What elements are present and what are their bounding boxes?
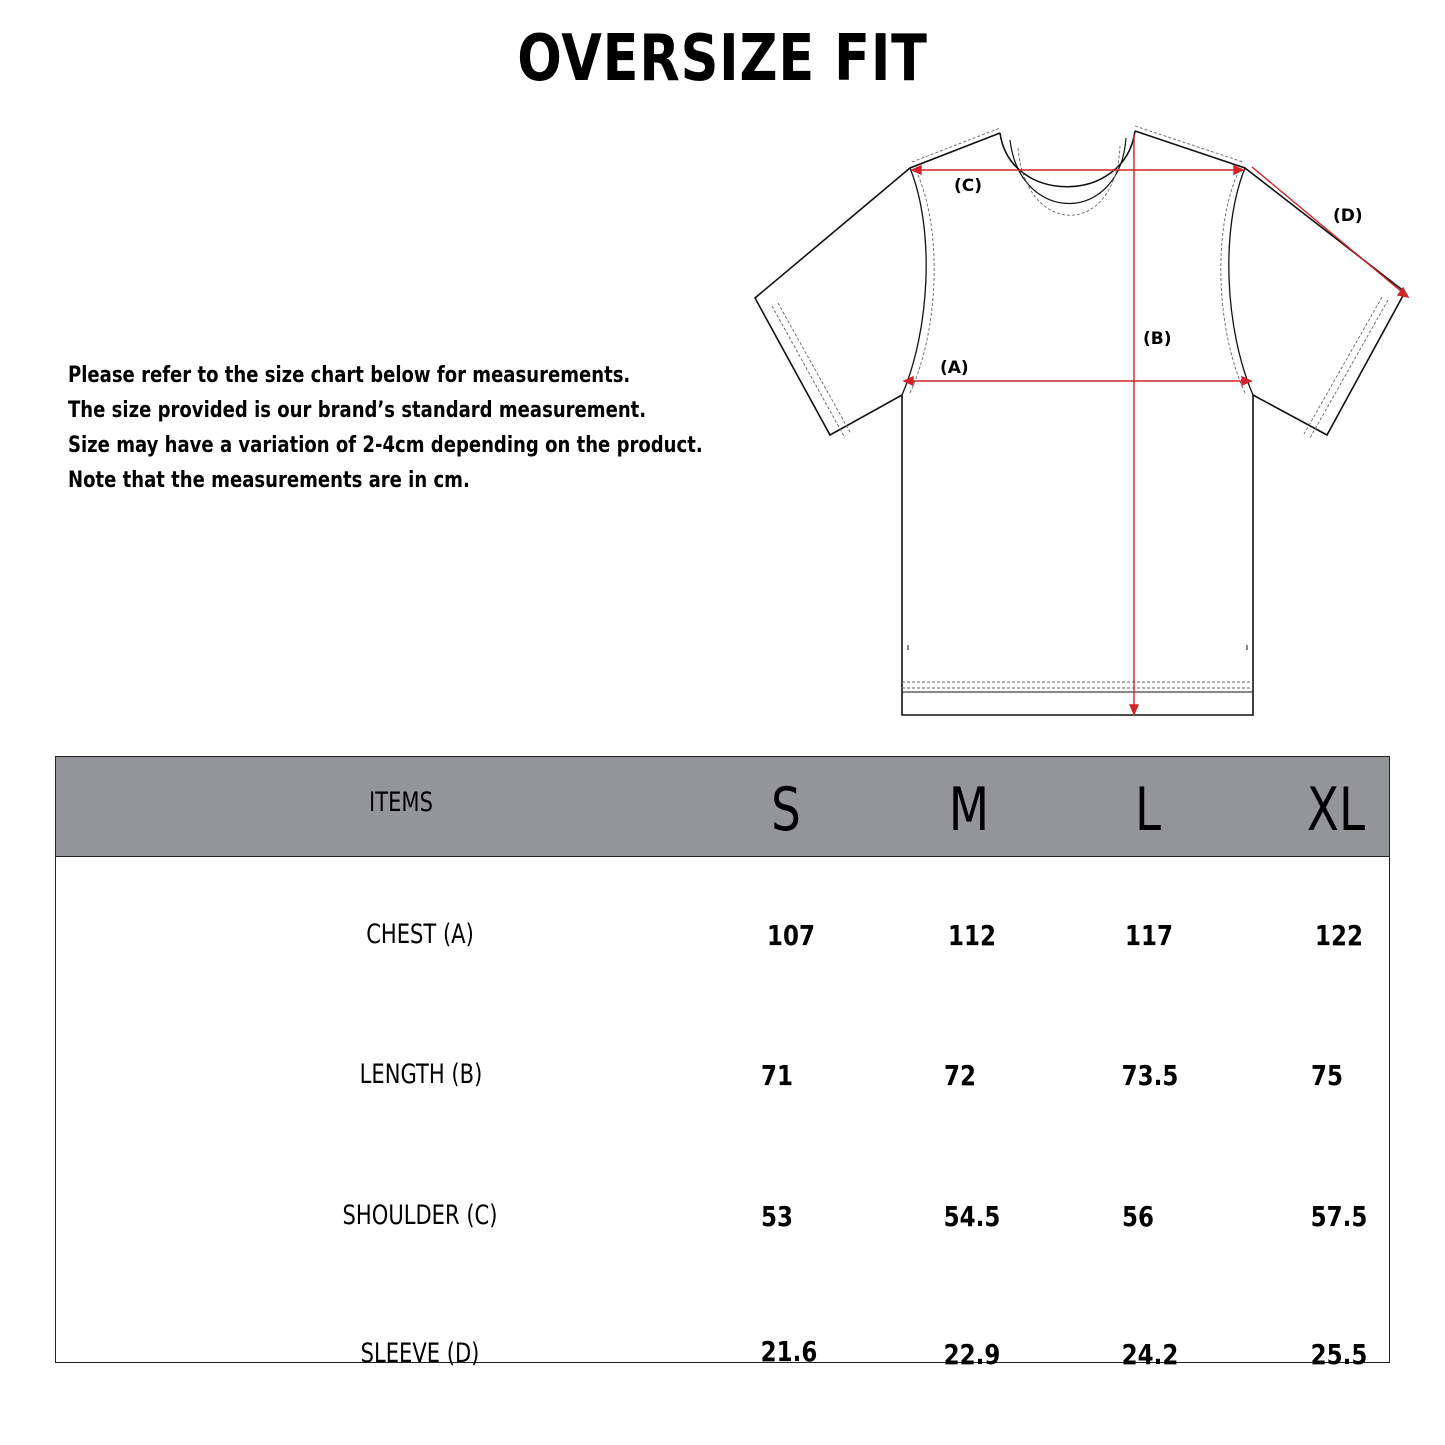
note-line: Note that the measurements are in cm.: [68, 468, 470, 493]
row-label-sleeve: SLEEVE (D): [360, 1338, 480, 1369]
row-label-shoulder: SHOULDER (C): [342, 1200, 498, 1231]
tshirt-outline: [755, 131, 1405, 715]
value-shoulder-xl: 57.5: [1310, 1200, 1368, 1233]
value-shoulder-s: 53: [761, 1200, 793, 1233]
value-chest-l: 117: [1125, 919, 1173, 952]
note-line: The size provided is our brand’s standard measurement.: [68, 398, 647, 423]
value-sleeve-xl: 25.5: [1310, 1338, 1368, 1371]
header-size-xl: XL: [1306, 775, 1366, 845]
row-label-length: LENGTH (B): [359, 1059, 483, 1090]
value-sleeve-m: 22.9: [943, 1338, 1001, 1371]
tshirt-left-armhole: [902, 168, 926, 395]
note-line: Size may have a variation of 2-4cm depending on the product.: [68, 433, 703, 458]
value-length-l: 73.5: [1121, 1059, 1179, 1092]
tshirt-diagram: [740, 120, 1445, 730]
size-notes: [68, 358, 768, 498]
size-chart-table: [55, 756, 1390, 1371]
table-header: [56, 757, 1389, 857]
label-b: (B): [1143, 329, 1172, 349]
value-chest-s: 107: [767, 919, 815, 952]
value-shoulder-l: 56: [1122, 1200, 1154, 1233]
label-d: (D): [1333, 206, 1363, 226]
page-title: OVERSIZE FIT: [517, 22, 928, 96]
header-size-m: M: [948, 775, 990, 845]
value-shoulder-m: 54.5: [943, 1200, 1001, 1233]
label-a: (A): [940, 358, 969, 378]
value-sleeve-l: 24.2: [1121, 1338, 1179, 1371]
value-sleeve-s: 21.6: [760, 1335, 818, 1368]
header-items-label: ITEMS: [369, 787, 433, 818]
sleeve-measure-line: [1252, 167, 1408, 297]
value-chest-xl: 122: [1315, 919, 1363, 952]
row-label-chest: CHEST (A): [366, 919, 474, 950]
value-length-m: 72: [944, 1059, 976, 1092]
value-length-s: 71: [761, 1059, 793, 1092]
tshirt-right-armhole: [1229, 168, 1253, 395]
header-size-l: L: [1134, 775, 1162, 845]
value-chest-m: 112: [948, 919, 996, 952]
note-line: Please refer to the size chart below for measurements.: [68, 363, 631, 388]
header-size-s: S: [771, 775, 801, 845]
value-length-xl: 75: [1311, 1059, 1343, 1092]
tshirt-neckline: [1000, 131, 1135, 187]
label-c: (C): [954, 176, 983, 196]
